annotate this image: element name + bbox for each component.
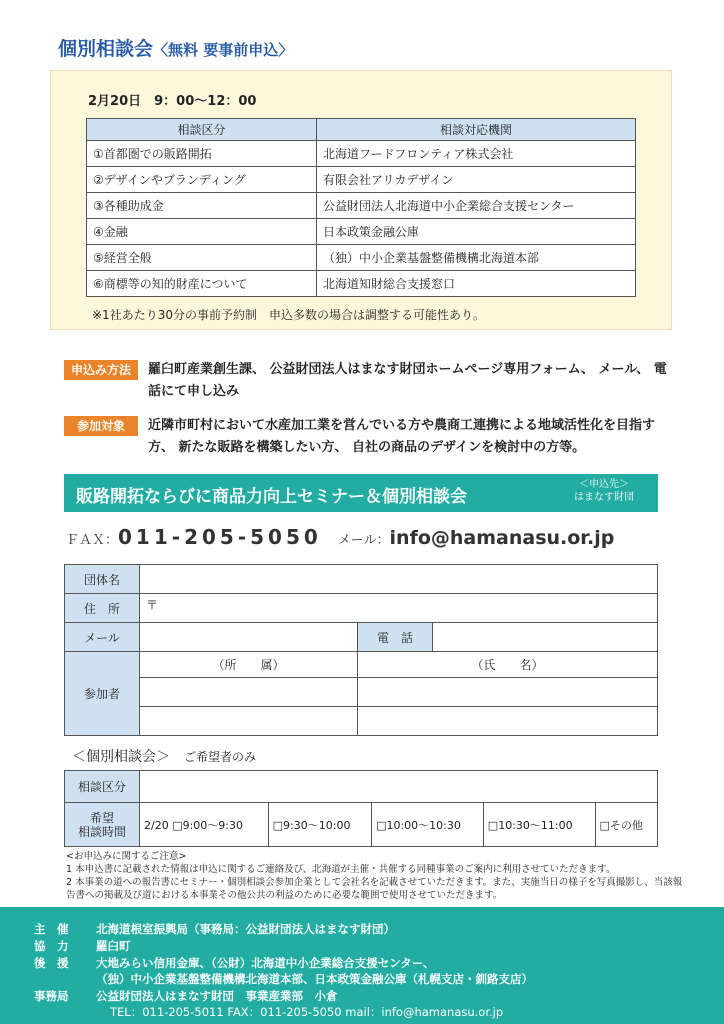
time-label-line2: 相談時間 [77,824,126,839]
agency-cell: 公益財団法人北海道中小企業総合支援センター [317,193,636,219]
name-field[interactable] [358,707,658,736]
name-field[interactable] [358,678,658,707]
agency-cell: 有限会社アリカデザイン [317,167,636,193]
consult-datetime: 2月20日 9：00～12：00 [88,94,257,109]
affiliation-header: （所 属） [140,652,358,678]
name-header: （氏 名） [358,652,658,678]
banner-sub1: ＜申込先＞ [579,479,629,490]
title-main: 個別相談会 [58,38,154,60]
header-category: 相談区分 [87,119,317,141]
table-row [87,245,636,271]
category-cell: ④金融 [87,219,317,245]
category-cell: ⑥商標等の知的財産について [87,271,317,297]
slot-checkbox[interactable]: □9:30～10:00 [272,818,351,832]
address-label: 住 所 [65,594,140,623]
category-cell: ①首都圏での販路開拓 [87,141,317,167]
footer-office: 事務局 公益財団法人はまなす財団 事業産業部 小倉 [34,989,338,1003]
notes-head: <お申込みに関するご注意> [66,851,187,862]
reservation-note: ※1社あたり30分の事前予約制 申込多数の場合は調整する可能性あり。 [92,308,485,322]
slot-cell[interactable] [140,803,269,847]
table-header-row [87,119,636,141]
slot-checkbox[interactable]: □10:00～10:30 [376,818,461,832]
mail-field[interactable] [140,623,358,652]
consult-form-heading [72,746,256,766]
application-notes [66,850,686,902]
footer-support: 後 援 大地みらい信用金庫、（公財）北海道中小企業総合支援センター、 [34,956,435,970]
consultation-table [86,118,636,297]
agency-cell: （独）中小企業基盤整備機構北海道本部 [317,245,636,271]
footer-contact: TEL：011-205-5011 FAX：011-205-5050 mail：info@hamanasu.or.jp [110,1005,504,1019]
time-label-line1: 希望 [89,810,114,825]
org-field[interactable] [140,565,658,594]
category-field[interactable] [140,771,658,803]
banner-title: 販路開拓ならびに商品力向上セミナー＆個別相談会 [76,487,467,507]
phone-field[interactable] [433,623,658,652]
application-form [64,564,658,736]
table-row [87,141,636,167]
category-label: 相談区分 [65,771,140,803]
table-row [87,167,636,193]
slot-cell[interactable] [372,803,484,847]
note-1: 1 本申込書に記載された情報は申込に関するご連絡及び、北海道が主催・共催する同種事業のご案内に利用させていただきます。 [66,864,616,875]
slot-checkbox[interactable]: □9:00～9:30 [172,818,243,832]
slot-cell[interactable] [268,803,371,847]
agency-cell: 北海道フードフロンティア株式会社 [317,141,636,167]
participant-label: 参加者 [65,652,140,736]
consult-form-title: ＜個別相談会＞ [72,749,170,765]
mail-field-label: メール [65,623,140,652]
slot-checkbox[interactable]: □その他 [599,818,643,832]
table-row [87,219,636,245]
apply-method-tag: 申込み方法 [64,360,138,380]
table-row [87,271,636,297]
application-banner [64,474,658,512]
table-row [87,193,636,219]
address-field[interactable]: 〒 [140,594,658,623]
fax-label: ＦＡＸ： [66,533,119,548]
banner-sub2: はまなす財団 [574,492,634,503]
footer-coop: 協 力 羅臼町 [34,939,131,953]
footer-host: 主 催 北海道根室振興局（事務局：公益財団法人はまなす財団） [34,922,395,936]
affiliation-field[interactable] [140,707,358,736]
category-cell: ③各種助成金 [87,193,317,219]
apply-method-text: 羅臼町産業創生課、 公益財団法人はまなす財団ホームページ専用フォーム、 メール、 電話にて申し込み [148,362,667,399]
note-2: 2 本事業の道への報告書にセミナー・個別相談会参加企業として会社名を記載させていただきます。また、実施当日の様子を写真撮影し、当該報告書への掲載及び道における本事業その他公共の利益のために必要な範囲で使用させていただきます。 [66,877,683,901]
phone-label: 電 話 [358,623,433,652]
slot-date: 2/20 [144,818,169,832]
agency-cell: 日本政策金融公庫 [317,219,636,245]
category-cell: ②デザインやブランディング [87,167,317,193]
page-title [58,34,293,61]
consult-request-form [64,770,658,847]
fax-number: 011-205-5050 [118,525,322,549]
consult-form-note: ご希望者のみ [184,750,257,764]
category-cell: ⑤経営全般 [87,245,317,271]
org-label: 団体名 [65,565,140,594]
title-sub: 〈無料 要事前申込〉 [153,41,294,59]
target-tag: 参加対象 [64,416,138,436]
header-agency: 相談対応機関 [317,119,636,141]
agency-cell: 北海道知財総合支援窓口 [317,271,636,297]
footer [0,907,724,1024]
slot-checkbox[interactable]: □10:30～11:00 [487,818,573,832]
target-text: 近隣市町村において水産加工業を営んでいる方や農商工連携による地域活性化を目指す方、 新たな販路を構築したい方、 自社の商品のデザインを検討中の方等。 [148,418,656,455]
contact-line [66,525,614,549]
mail-label: メール： [337,533,390,548]
slot-cell[interactable] [483,803,595,847]
footer-support-2: （独）中小企業基盤整備機構北海道本部、日本政策金融公庫（札幌支店・釧路支店） [96,972,533,986]
affiliation-field[interactable] [140,678,358,707]
mail-address[interactable]: info@hamanasu.or.jp [389,527,615,549]
banner-recipient [574,478,634,504]
slot-cell[interactable] [595,803,657,847]
time-label [65,803,140,847]
